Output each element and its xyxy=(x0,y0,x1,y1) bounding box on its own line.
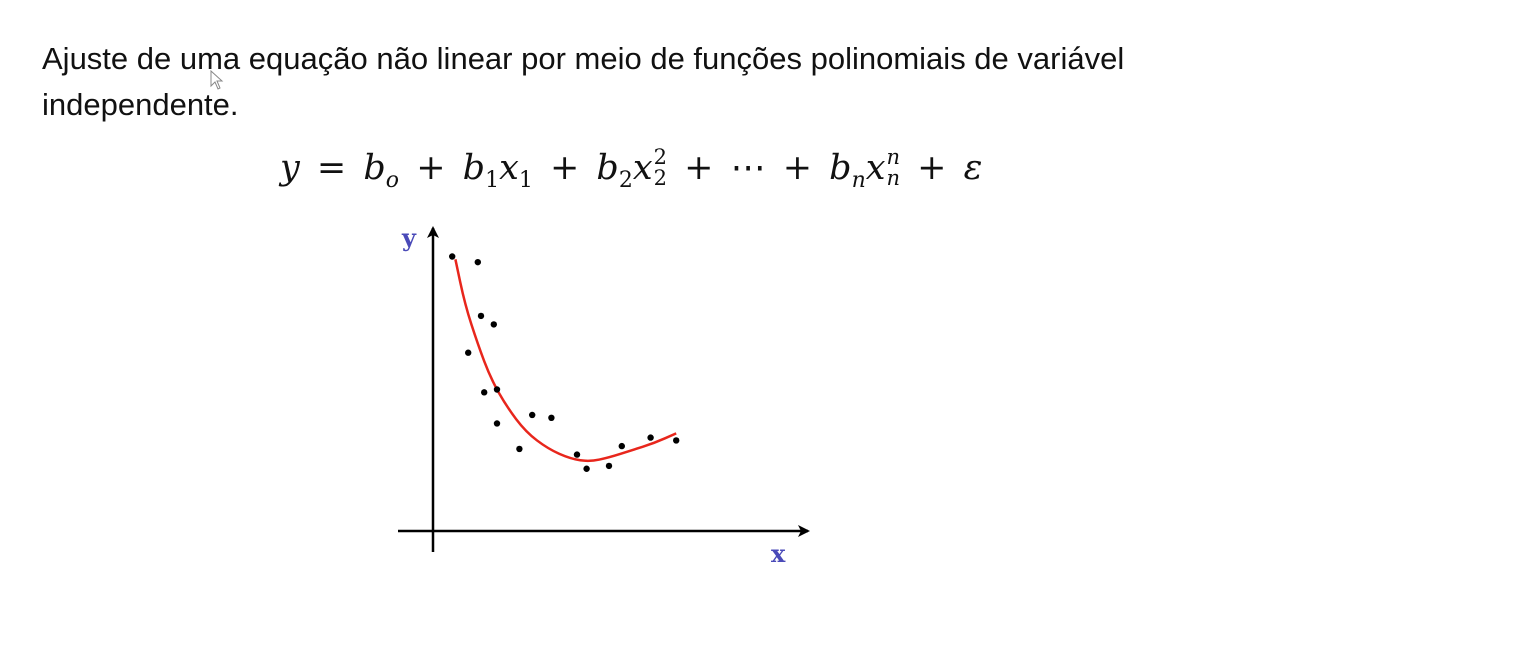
data-point-17 xyxy=(673,437,679,443)
eq-plus-5: + xyxy=(917,148,947,188)
data-point-11 xyxy=(516,446,522,452)
eq-plus-2: + xyxy=(549,148,580,188)
eq-xn-sub: n xyxy=(886,165,901,190)
eq-x2-sup: 2 xyxy=(653,144,667,169)
eq-x1-sub: 1 xyxy=(518,168,533,193)
eq-b0-sub: o xyxy=(385,168,400,193)
eq-x1: x xyxy=(499,148,519,188)
data-point-7 xyxy=(494,386,500,392)
data-point-14 xyxy=(606,463,612,469)
fit-curve xyxy=(455,259,676,460)
eq-b2-sub: 2 xyxy=(618,168,633,193)
data-point-2 xyxy=(475,259,481,265)
data-point-4 xyxy=(478,313,484,319)
eq-plus-3: + xyxy=(684,148,714,188)
eq-ellipsis: ⋯ xyxy=(730,148,766,188)
intro-text: Ajuste de uma equação não linear por meio de funções polinomiais de variável independente. xyxy=(42,41,1125,122)
eq-error: ε xyxy=(963,148,983,188)
eq-x2: x xyxy=(632,148,653,188)
eq-bn-sub: n xyxy=(851,168,866,193)
data-point-5 xyxy=(491,321,497,327)
eq-x2-indices xyxy=(653,144,667,190)
fit-curve-layer xyxy=(455,259,676,460)
data-point-1 xyxy=(449,253,455,259)
eq-b1: b xyxy=(462,148,486,188)
eq-bn: b xyxy=(829,148,852,188)
scatter-chart xyxy=(390,220,820,570)
eq-b0: b xyxy=(363,148,386,188)
data-point-8 xyxy=(494,420,500,426)
eq-xn-indices xyxy=(886,144,901,190)
data-point-3 xyxy=(465,350,471,356)
data-point-12 xyxy=(574,451,580,457)
eq-xn: x xyxy=(865,148,886,188)
eq-plus-4: + xyxy=(782,148,813,188)
eq-y: y xyxy=(280,148,300,188)
x-axis-label: x xyxy=(771,539,786,568)
mouse-pointer-icon xyxy=(210,70,224,90)
data-point-16 xyxy=(647,434,653,440)
data-point-6 xyxy=(481,389,487,395)
data-point-9 xyxy=(529,412,535,418)
data-point-13 xyxy=(583,466,589,472)
eq-x2-sub: 2 xyxy=(653,165,667,190)
data-point-10 xyxy=(548,415,554,421)
eq-b1-sub: 1 xyxy=(485,168,500,193)
data-point-15 xyxy=(619,443,625,449)
eq-equals: = xyxy=(316,148,347,188)
polynomial-equation xyxy=(280,140,983,196)
y-axis-label: y xyxy=(402,223,416,252)
eq-xn-sup: n xyxy=(886,144,901,169)
eq-plus-1: + xyxy=(416,148,446,188)
eq-b2: b xyxy=(596,148,619,188)
